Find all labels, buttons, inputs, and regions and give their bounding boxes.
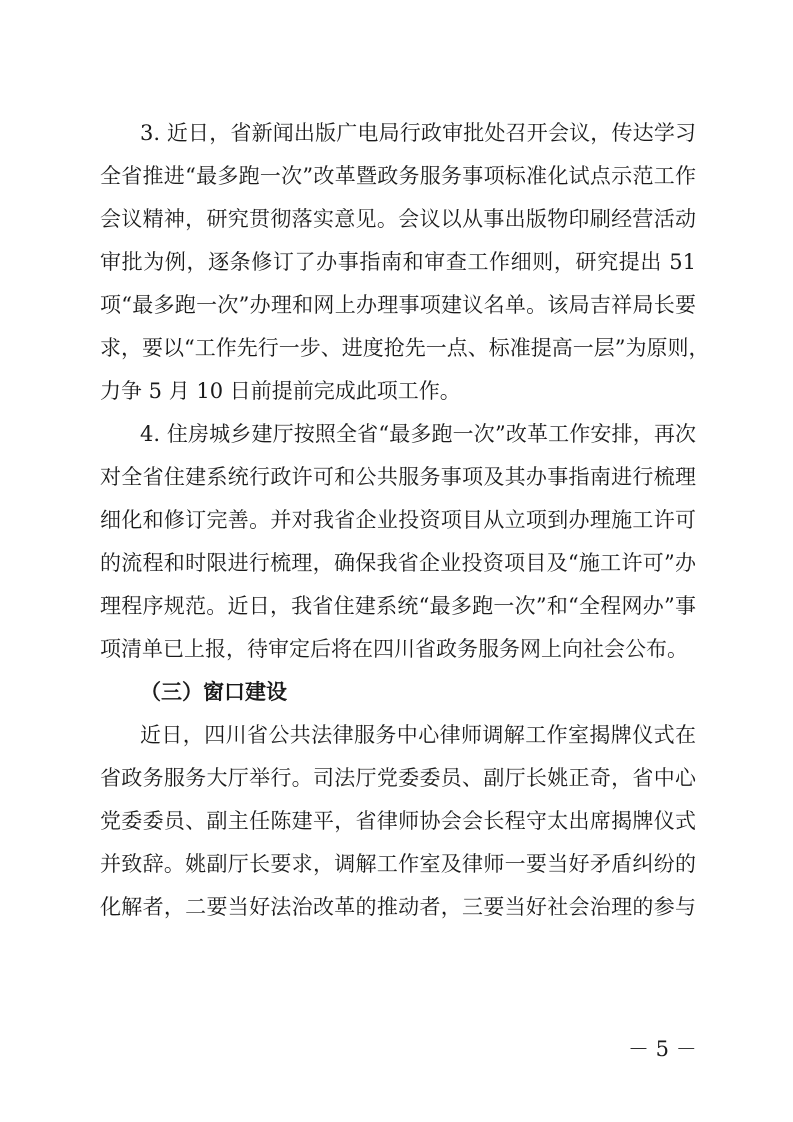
paragraph-2-line-3: 细化和修订完善。并对我省企业投资项目从立项到办理施工许可: [100, 508, 696, 532]
paragraph-1-line-2: 全省推进“最多跑一次”改革暨政务服务事项标准化试点示范工作: [100, 164, 696, 188]
paragraph-1-line-5: 项“最多跑一次”办理和网上办理事项建议名单。该局吉祥局长要: [100, 293, 696, 317]
paragraph-3-line-4: 并致辞。姚副厅长要求，调解工作室及律师一要当好矛盾纠纷的: [100, 852, 696, 876]
page-number: － 5 －: [628, 1037, 697, 1061]
paragraph-1-line-6: 求，要以“工作先行一步、进度抢先一点、标准提高一层”为原则，: [100, 336, 710, 360]
paragraph-3-line-3: 党委委员、副主任陈建平，省律师协会会长程守太出席揭牌仪式: [100, 809, 696, 833]
paragraph-3-line-5: 化解者，二要当好法治改革的推动者，三要当好社会治理的参与: [100, 895, 696, 919]
paragraph-1-line-7: 力争 5 月 10 日前提前完成此项工作。: [100, 379, 461, 403]
paragraph-3-line-2: 省政务服务大厅举行。司法厅党委委员、副厅长姚正奇，省中心: [100, 766, 696, 790]
paragraph-2-line-1: 4. 住房城乡建厅按照全省“最多跑一次”改革工作安排，再次: [140, 422, 696, 446]
paragraph-2-line-4: 的流程和时限进行梳理，确保我省企业投资项目及“施工许可”办: [100, 551, 696, 575]
paragraph-1-line-1: 3. 近日，省新闻出版广电局行政审批处召开会议，传达学习: [140, 121, 696, 145]
section-heading: （三）窗口建设: [140, 680, 287, 704]
paragraph-2-line-5: 理程序规范。近日，我省住建系统“最多跑一次”和“全程网办”事: [100, 594, 696, 618]
paragraph-1-line-3: 会议精神，研究贯彻落实意见。会议以从事出版物印刷经营活动: [100, 207, 696, 231]
paragraph-2-line-2: 对全省住建系统行政许可和公共服务事项及其办事指南进行梳理: [100, 465, 696, 489]
paragraph-3-line-1: 近日，四川省公共法律服务中心律师调解工作室揭牌仪式在: [140, 723, 696, 747]
paragraph-1-line-4: 审批为例，逐条修订了办事指南和审查工作细则，研究提出 51: [100, 250, 696, 274]
paragraph-2-line-6: 项清单已上报，待审定后将在四川省政务服务网上向社会公布。: [100, 637, 688, 661]
